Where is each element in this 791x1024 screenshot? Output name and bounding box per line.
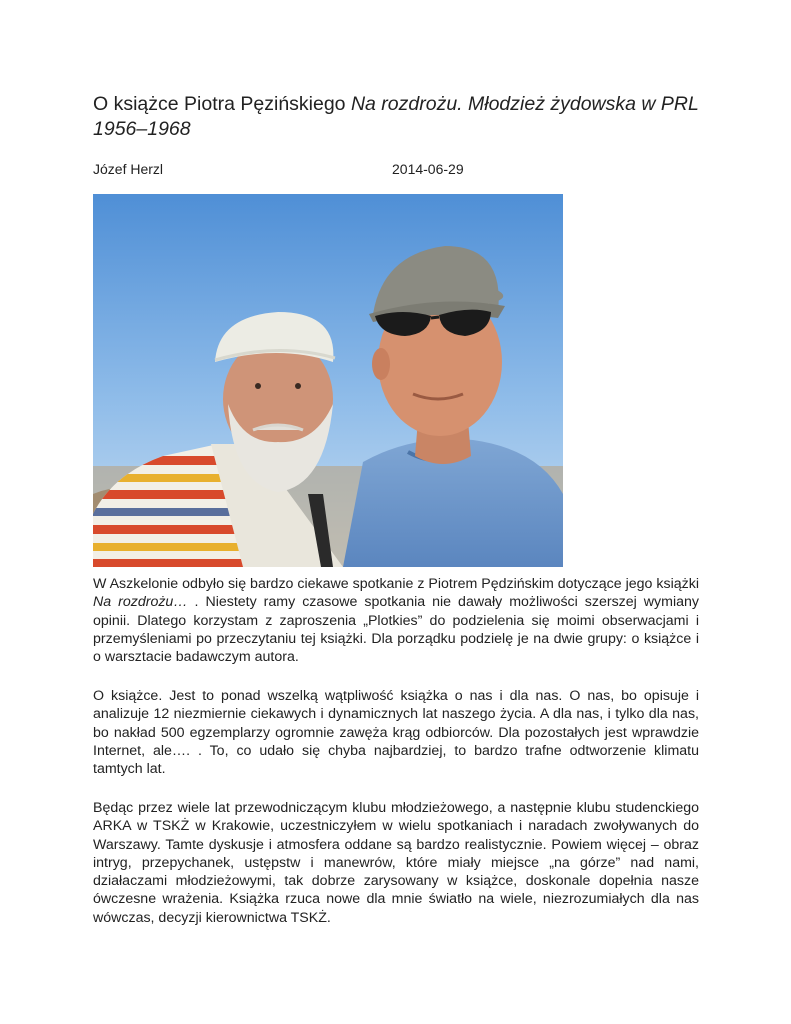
paragraph-1-book-title: Na rozdrożu…: [93, 594, 188, 611]
paragraph-2: O książce. Jest to ponad wszelką wątpliwość książka o nas i dla nas. O nas, bo opisuje i analizuje 12 niezmiernie ciekawych i dynamicznych lat naszego życia. A dla nas, i tylko dla nas, bo nakład 500 egzemplarzy ogromnie zawęża krąg odbiorców. Dla pozostałych jest wprawdzie Internet, ale…. . To, co udało się chyba najbardziej, to bardzo trafne odtworzenie klimatu tamtych lat.: [93, 688, 699, 778]
paragraph-3: Będąc przez wiele lat przewodniczącym klubu młodzieżowego, a następnie klubu studenckiego ARKA w TSKŻ w Krakowie, uczestniczyłem w wielu spotkaniach i naradach zwoływanych do Warszawy. Tamte dyskusje i atmosfera oddane są bardzo realistycznie. Powiem więcej – obraz intryg, przepychanek, ustępstw i manewrów, które miały miejsce „na górze” nad nami, działaczami młodzieżowymi, tak dobrze zarysowany w książce, doskonale dopełnia nasze ówczesne wrażenia. Książka rzuca nowe dla mnie światło na wiele, niezrozumiałych dla nas wówczas, decyzji kierownictwa TSKŻ.: [93, 800, 699, 926]
article-title: [93, 92, 703, 142]
paragraph-1: [93, 575, 699, 666]
title-plain: O książce Piotra Pęzińskiego: [93, 93, 351, 115]
publication-date: 2014-06-29: [392, 161, 464, 177]
photo-two-men-icon: [93, 194, 563, 567]
author-name: Józef Herzl: [93, 161, 164, 177]
paragraph-1-part-1: W Aszkelonie odbyło się bardzo ciekawe spotkanie z Piotrem Pędzińskim dotyczące jego książki: [93, 576, 699, 592]
paragraph-1-part-2: . Niestety ramy czasowe spotkania nie dawały możliwości szerszej wymiany opinii. Dlatego korzystam z zaproszenia „Plotkies” do podzielenia się moimi obserwacjami i przemyśleniami po przeczytaniu tej książki. Dla porządku podzielę je na dwie grupy: o książce i o warsztacie badawczym autora.: [93, 594, 699, 666]
book-title: Na rozdrożu. Młodzież żydowska w PRL 1956–1968: [93, 93, 699, 140]
